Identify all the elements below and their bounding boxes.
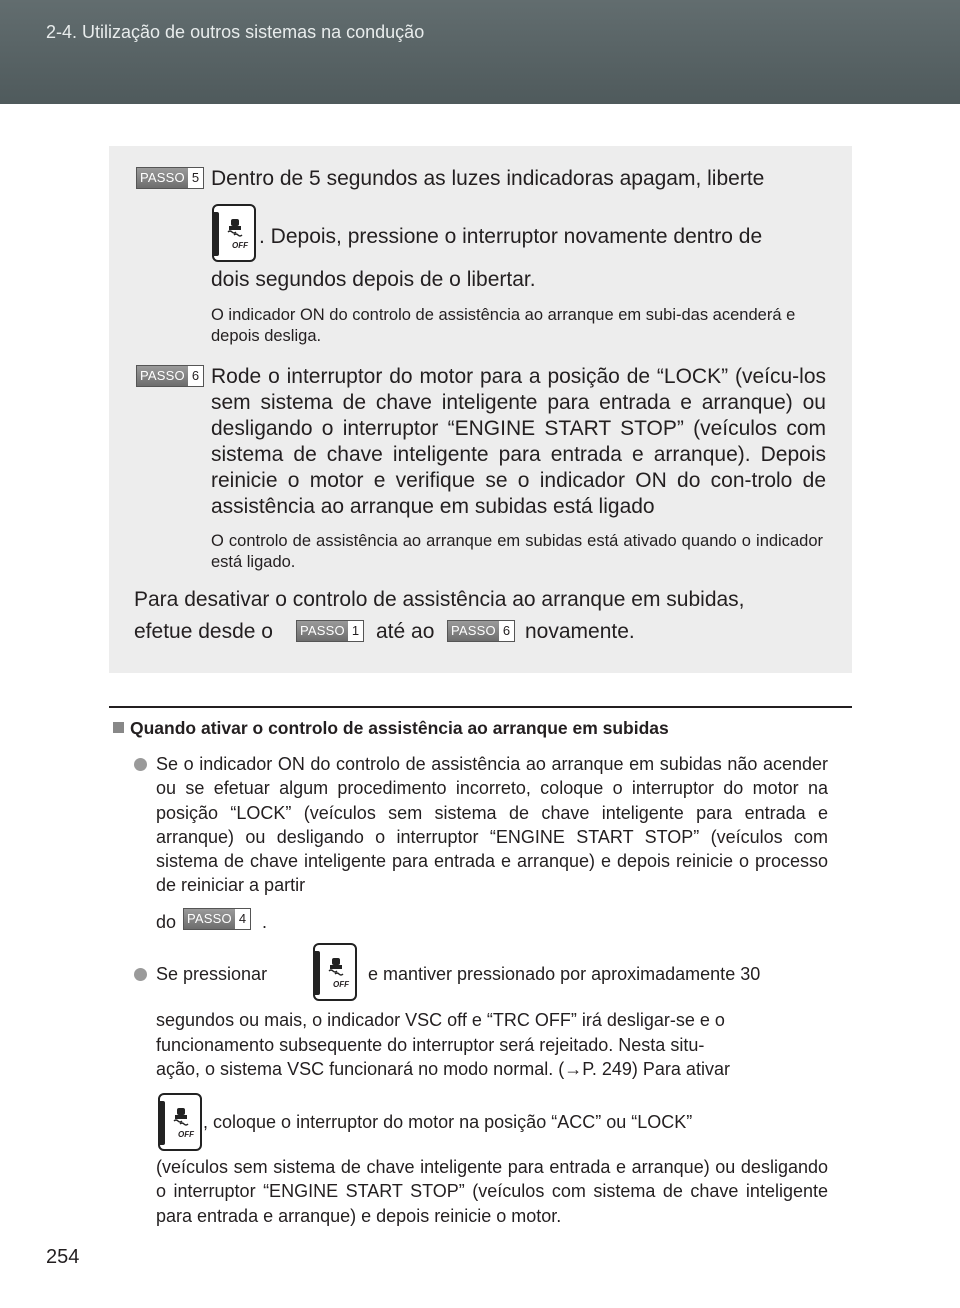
step5-line2: . Depois, pressione o interruptor novamente dentro de: [259, 225, 763, 248]
bullet-dot-icon: [134, 968, 147, 981]
bullet1-suffix: .: [262, 912, 268, 932]
step5-note: O indicador ON do controlo de assistência ao arranque em subi-das acenderá e depois desliga.: [211, 306, 796, 345]
deactivate-suffix: novamente.: [525, 620, 635, 643]
step5-line1: Dentro de 5 segundos as luzes indicadoras apagam, liberte: [211, 167, 765, 190]
bullet2-tail: (veículos sem sistema de chave inteligente para entrada e arranque) ou desligando o interruptor “ENGINE START STOP” (veículos com sistema de chave inteligente para entrada e arranque) e depois reinicie o motor.: [156, 1157, 828, 1226]
step6-note: O controlo de assistência ao arranque em subidas está ativado quando o indicador está ligado.: [211, 532, 823, 571]
step6-text: Rode o interruptor do motor para a posição de “LOCK” (veícu-los sem sistema de chave inteligente para entrada e arranque) ou desligando o interruptor “ENGINE START STOP” (veículos com sistema de chave inteligente para entrada e arranque). Depois reinicie o motor e verifique se o indicador ON do con-trolo de assistência ao arranque em subidas está ligado: [211, 365, 826, 518]
divider: [109, 706, 852, 708]
section-title: 2-4. Utilização de outros sistemas na condução: [46, 22, 425, 42]
bullet2-after-icon: e mantiver pressionado por aproximadamente 30: [368, 964, 761, 984]
bullet2-line3: funcionamento subsequente do interruptor será rejeitado. Nesta situ-: [156, 1035, 705, 1055]
bullet1-prefix: do: [156, 912, 177, 932]
bullet2-after-icon2: , coloque o interruptor do motor na posição “ACC” ou “LOCK”: [203, 1112, 693, 1132]
deactivate-line1: Para desativar o controlo de assistência ao arranque em subidas,: [134, 588, 745, 611]
square-bullet-icon: [113, 722, 124, 733]
bullet2-line2: segundos ou mais, o indicador VSC off e “TRC OFF” irá desligar-se e o: [156, 1010, 725, 1030]
step5-line3: dois segundos depois de o libertar.: [211, 268, 536, 291]
deactivate-prefix: efetue desde o: [134, 620, 273, 643]
notes-heading: Quando ativar o controlo de assistência ao arranque em subidas: [113, 718, 669, 739]
bullet-dot-icon: [134, 758, 147, 771]
passo-6-badge-ref: PASSO 6: [447, 620, 515, 642]
passo-5-badge: PASSO 5: [136, 167, 204, 189]
passo-6-badge: PASSO 6: [136, 365, 204, 387]
vsc-off-switch-icon: OFF: [313, 943, 357, 1001]
vsc-off-switch-icon: OFF: [158, 1093, 202, 1151]
passo-4-badge: PASSO 4: [183, 908, 251, 930]
page-number: 254: [46, 1246, 80, 1268]
bullet2-line4: ação, o sistema VSC funcionará no modo normal. (→P. 249) Para ativar: [156, 1059, 730, 1079]
passo-1-badge: PASSO 1: [296, 620, 364, 642]
bullet2-start: Se pressionar: [156, 964, 268, 984]
page-header: [0, 0, 960, 104]
skid-car-icon: [226, 218, 244, 238]
skid-car-icon: [327, 957, 345, 977]
vsc-off-switch-icon: OFF: [212, 204, 256, 262]
bullet1-text: Se o indicador ON do controlo de assistência ao arranque em subidas não acender ou se efetuar algum procedimento incorreto, coloque o interruptor do motor na posição “LOCK” (veículos sem sistema de chave inteligente para entrada e arranque) ou desligando o interruptor “ENGINE START STOP” (veículos com sistema de chave inteligente para entrada e arranque) e depois reinicie o processo de reiniciar a partir: [156, 754, 828, 896]
deactivate-middle: até ao: [376, 620, 435, 643]
skid-car-icon: [172, 1107, 190, 1127]
